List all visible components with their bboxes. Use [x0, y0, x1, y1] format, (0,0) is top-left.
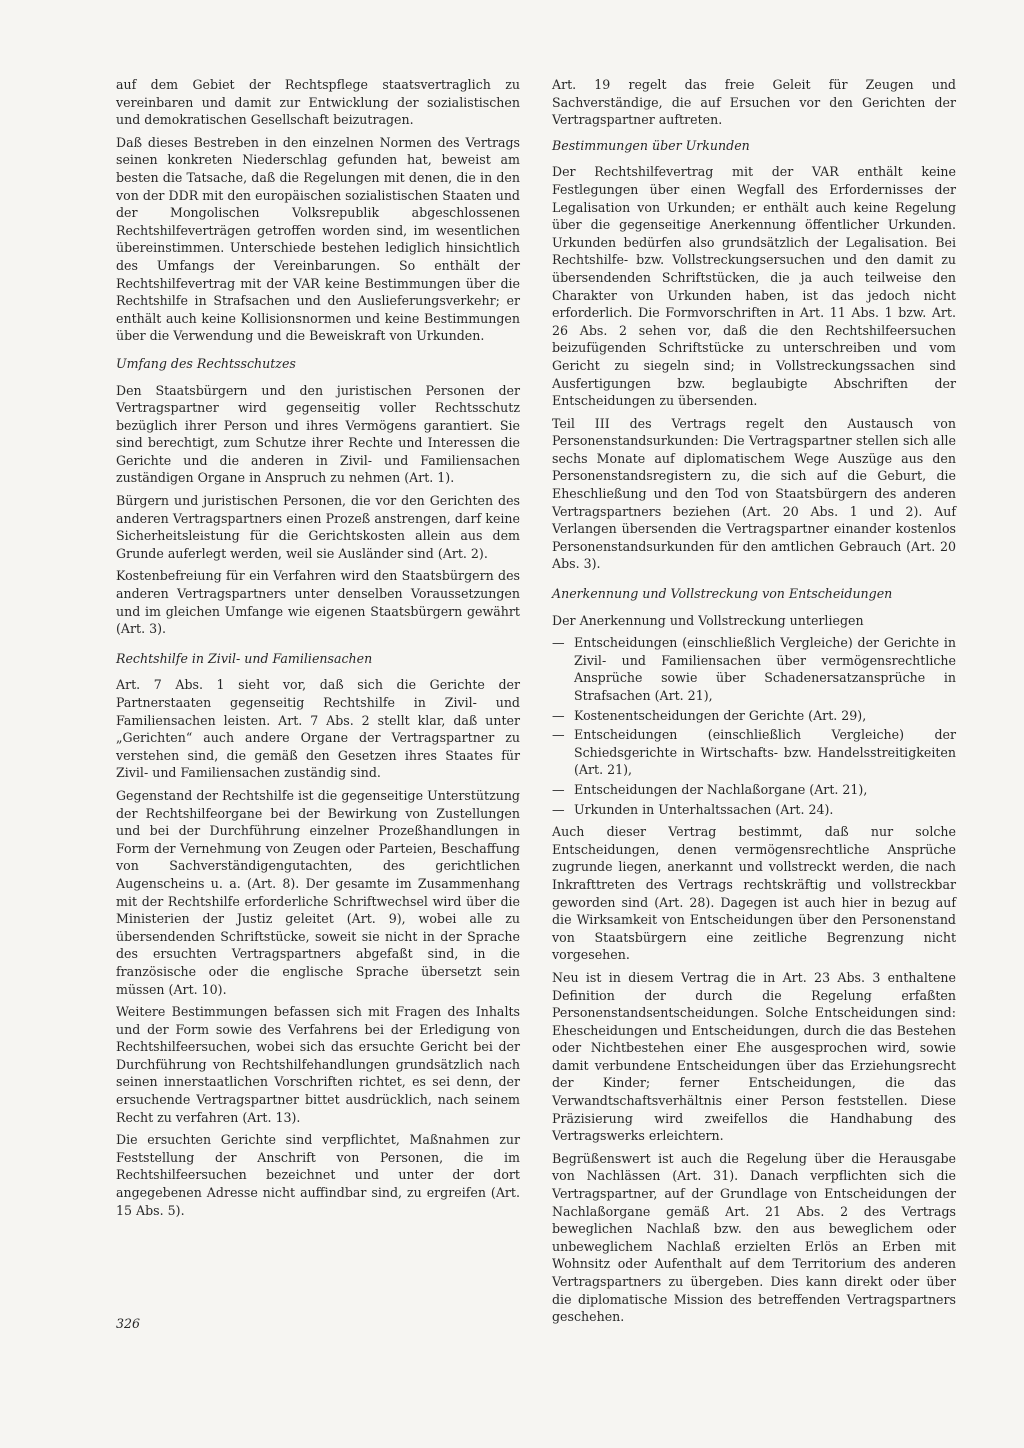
paragraph: auf dem Gebiet der Rechtspflege staatsvertraglich zu vereinbaren und damit zur Entwicklung der sozialistischen und demokratischen Gesellschaft beizutragen.	[116, 77, 520, 128]
paragraph: Art. 7 Abs. 1 sieht vor, daß sich die Gerichte der Partnerstaaten gegenseitig Rechtshilfe in Zivil- und Familiensachen leisten. Art. 7 Abs. 2 stellt klar, daß unter „Gerichten“ auch andere Organe der Vertragspartner zu verstehen sind, die gemäß den Gesetzen ihres Staates für Zivil- und Familiensachen zuständig sind.	[116, 677, 520, 781]
dash-marker: —	[552, 727, 565, 743]
paragraph: Art. 19 regelt das freie Geleit für Zeugen und Sachverständige, die auf Ersuchen vor den Gerichten der Vertragspartner auftreten.	[552, 77, 956, 128]
list-item-text: Urkunden in Unterhaltssachen (Art. 24).	[574, 801, 834, 817]
paragraph: Teil III des Vertrags regelt den Austausch von Personenstandsurkunden: Die Vertragspartner stellen sich alle sechs Monate auf diplomatischem Wege Auszüge aus den Personenstandsregistern zu, die sich auf die Geburt, die Eheschließung und den Tod von Staatsbürgern des anderen Vertragspartners beziehen (Art. 20 Abs. 1 und 2). Auf Verlangen übersenden die Vertragspartner einander kostenlos Personenstandsurkunden für den amtlichen Gebrauch (Art. 20 Abs. 3).	[552, 415, 956, 572]
paragraph: Weitere Bestimmungen befassen sich mit Fragen des Inhalts und der Form sowie des Verfahrens bei der Erledigung von Rechtshilfeersuchen, wobei sich das ersuchte Gericht bei der Durchführung von Rechtshilfehandlungen grundsätzlich nach seinen innerstaatlichen Vorschriften richtet, es sei denn, der ersuchende Vertragspartner bittet ausdrücklich, nach seinem Recht zu verfahren (Art. 13).	[116, 1004, 520, 1125]
right-column	[552, 76, 956, 1331]
paragraph: Den Staatsbürgern und den juristischen Personen der Vertragspartner wird gegenseitig voller Rechtsschutz bezüglich ihrer Person und ihres Vermögens garantiert. Sie sind berechtigt, zum Schutze ihrer Rechte und Interessen die Gerichte und die anderen in Zivil- und Familiensachen zuständigen Organe in Anspruch zu nehmen (Art. 1).	[116, 382, 520, 486]
list-item-text: Kostenentscheidungen der Gerichte (Art. 29),	[574, 707, 867, 723]
dash-marker: —	[552, 781, 565, 797]
section-heading: Anerkennung und Vollstreckung von Entscheidungen	[552, 586, 893, 602]
paragraph: Gegenstand der Rechtshilfe ist die gegenseitige Unterstützung der Rechtshilfeorgane bei der Bewirkung von Zustellungen und bei der Durchführung einzelner Prozeßhandlungen in Form der Vernehmung von Zeugen oder Parteien, Beschaffung von Sachverständigengutachten, des gerichtlichen Augenscheins u. a. (Art. 8). Der gesamte im Zusammenhang mit der Rechtshilfe erforderliche Schriftwechsel wird über die Ministerien der Justiz geleitet (Art. 9), wobei alle zu übersendenden Schriftstücke, soweit sie nicht in der Sprache des ersuchten Vertragspartners abgefaßt sind, in die französische oder die englische Sprache übersetzt sein müssen (Art. 10).	[116, 787, 520, 997]
section-heading: Rechtshilfe in Zivil- und Familiensachen	[116, 650, 373, 666]
paragraph: Der Anerkennung und Vollstreckung unterliegen	[552, 612, 864, 628]
page-number: 326	[116, 1316, 141, 1331]
list-item	[552, 781, 956, 799]
list-item-text: Entscheidungen (einschließlich Vergleiche) der Schiedsgerichte in Wirtschafts- bzw. Handelsstreitigkeiten (Art. 21),	[574, 727, 956, 778]
dash-list	[552, 634, 956, 818]
list-item-text: Entscheidungen der Nachlaßorgane (Art. 21),	[574, 781, 868, 797]
section-heading: Umfang des Rechtsschutzes	[116, 355, 296, 371]
list-item	[552, 707, 956, 725]
paragraph: Begrüßenswert ist auch die Regelung über die Herausgabe von Nachlässen (Art. 31). Danach verpflichten sich die Vertragspartner, auf der Grundlage von Entscheidungen der Nachlaßorgane gemäß Art. 21 Abs. 2 des Vertrags beweglichen Nachlaß bzw. den aus beweglichem oder unbeweglichem Nachlaß erzielten Erlös an Erben mit Wohnsitz oder Aufenthalt auf dem Territorium des anderen Vertragspartners zu übergeben. Dies kann direkt oder über die diplomatische Mission des betreffenden Vertragspartners geschehen.	[552, 1150, 956, 1325]
list-item	[552, 634, 956, 704]
section-heading: Bestimmungen über Urkunden	[552, 137, 750, 153]
paragraph: Neu ist in diesem Vertrag die in Art. 23 Abs. 3 enthaltene Definition der durch die Regelung erfaßten Personenstandsentscheidungen. Solche Entscheidungen sind: Ehescheidungen und Entscheidungen, durch die das Bestehen oder Nichtbestehen einer Ehe ausgesprochen wird, sowie damit verbundene Entscheidungen über das Erziehungsrecht der Kinder; ferner Entscheidungen, die das Verwandtschaftsverhältnis einer Person feststellen. Diese Präzisierung wird zweifellos die Handhabung des Vertragswerks erleichtern.	[552, 969, 956, 1144]
list-item-text: Entscheidungen (einschließlich Vergleiche) der Gerichte in Zivil- und Familiensachen über vermögensrechtliche Ansprüche sowie über Schadenersatzansprüche in Strafsachen (Art. 21),	[574, 635, 956, 703]
paragraph: Kostenbefreiung für ein Verfahren wird den Staatsbürgern des anderen Vertragspartners unter denselben Voraussetzungen und im gleichen Umfange wie eigenen Staatsbürgern gewährt (Art. 3).	[116, 568, 520, 637]
paragraph: Bürgern und juristischen Personen, die vor den Gerichten des anderen Vertragspartners einen Prozeß anstrengen, darf keine Sicherheitsleistung für die Gerichtskosten allein aus dem Grunde auferlegt werden, weil sie Ausländer sind (Art. 2).	[116, 493, 520, 561]
paragraph: Die ersuchten Gerichte sind verpflichtet, Maßnahmen zur Feststellung der Anschrift von Personen, die im Rechtshilfeersuchen bezeichnet und unter der dort angegebenen Adresse nicht auffindbar sind, zu ergreifen (Art. 15 Abs. 5).	[116, 1132, 520, 1218]
dash-marker: —	[552, 801, 565, 817]
left-column	[116, 76, 520, 1224]
paragraph: Der Rechtshilfevertrag mit der VAR enthält keine Festlegungen über einen Wegfall des Erfordernisses der Legalisation von Urkunden; er enthält auch keine Regelung über die gegenseitige Anerkennung öffentlicher Urkunden. Urkunden bedürfen also grundsätzlich der Legalisation. Bei Rechtshilfe- bzw. Vollstreckungsersuchen und den damit zu übersendenden Schriftstücken, die ja auch teilweise den Charakter von Urkunden haben, ist das jedoch nicht erforderlich. Die Formvorschriften in Art. 11 Abs. 1 bzw. Art. 26 Abs. 2 sehen vor, daß die den Rechtshilfeersuchen beizufügenden Schriftstücke zu unterschreiben und vom Gericht zu siegeln sind; in Vollstreckungssachen sind Ausfertigungen bzw. beglaubigte Abschriften der Entscheidungen zu übersenden.	[552, 164, 956, 409]
list-item	[552, 726, 956, 779]
paragraph: Auch dieser Vertrag bestimmt, daß nur solche Entscheidungen, denen vermögensrechtliche Ansprüche zugrunde liegen, anerkannt und vollstreckt werden, die nach Inkrafttreten des Vertrags rechtskräftig und vollstreckbar geworden sind (Art. 28). Dagegen ist auch hier in bezug auf die Wirksamkeit von Entscheidungen über den Personenstand von Staatsbürgern eine zeitliche Begrenzung nicht vorgesehen.	[552, 824, 956, 963]
dash-marker: —	[552, 635, 565, 651]
list-item	[552, 801, 956, 819]
paragraph: Daß dieses Bestreben in den einzelnen Normen des Vertrags seinen konkreten Niederschlag gefunden hat, beweist am besten die Tatsache, daß die Regelungen mit denen, die in den von der DDR mit den europäischen sozialistischen Staaten und der Mongolischen Volksrepublik abgeschlossenen Rechtshilfeverträgen getroffen worden sind, im wesentlichen übereinstimmen. Unterschiede bestehen lediglich hinsichtlich des Umfangs der Vereinbarungen. So enthält der Rechtshilfevertrag mit der VAR keine Bestimmungen über die Rechtshilfe in Strafsachen und den Auslieferungsverkehr; er enthält auch keine Kollisionsnormen und keine Bestimmungen über die Verwendung und die Beweiskraft von Urkunden.	[116, 134, 520, 344]
dash-marker: —	[552, 707, 565, 723]
